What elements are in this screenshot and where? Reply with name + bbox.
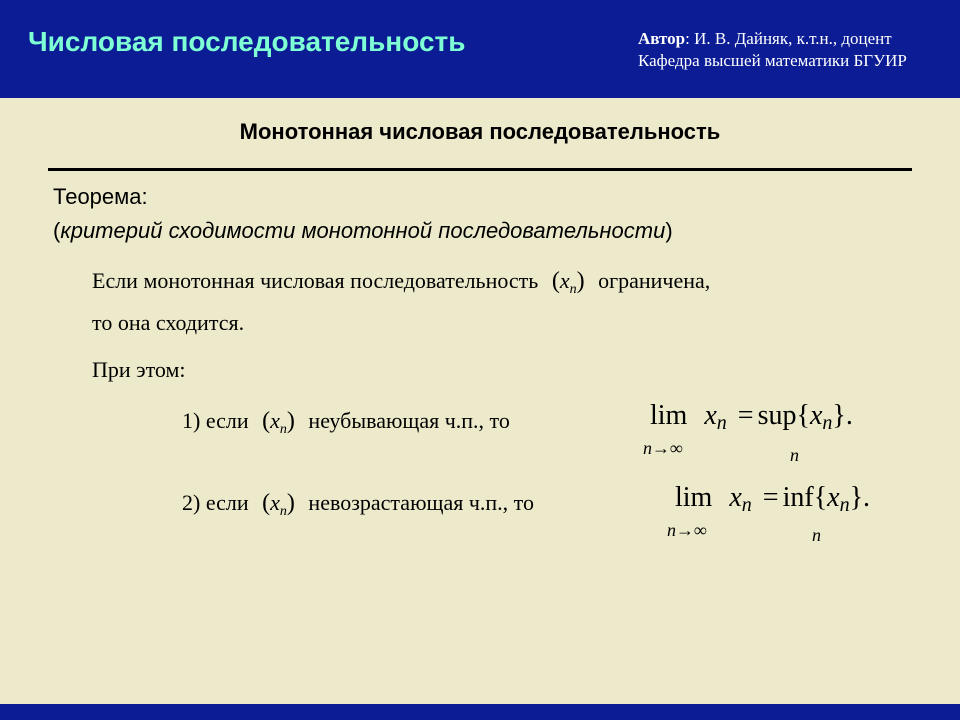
department-line: Кафедра высшей математики БГУИР	[638, 51, 907, 70]
sup-operator: sup	[757, 400, 797, 431]
theorem-label: Теорема:	[53, 184, 148, 209]
lim-operator: lim	[650, 400, 688, 431]
author-info	[638, 28, 907, 72]
case1-prefix: 1) если	[182, 408, 249, 433]
lim-operator: lim	[675, 482, 713, 513]
statement-text-before: Если монотонная числовая последовательность	[92, 268, 539, 293]
statement-text-after: ограничена,	[598, 268, 711, 293]
inf-operator: inf	[782, 482, 814, 513]
lim-subscript: n→∞	[667, 520, 707, 540]
case1-suffix: неубывающая ч.п., то	[308, 408, 510, 433]
author-label: Автор	[638, 29, 686, 48]
equals-sign: =	[762, 482, 779, 513]
case1-text	[182, 408, 510, 435]
theorem-subtitle	[53, 218, 673, 244]
statement-line-2: то она сходится.	[92, 310, 245, 335]
sequence-symbol: $(x_n)$	[551, 268, 585, 297]
case2-formula: lim xn = inf{xn}.	[675, 482, 871, 516]
case2-text	[182, 490, 534, 517]
paren-open: (	[53, 218, 61, 243]
equals-sign: =	[737, 400, 754, 431]
lim-subscript: n→∞	[643, 438, 683, 458]
divider-line	[48, 168, 912, 171]
case2-suffix: невозрастающая ч.п., то	[308, 490, 534, 515]
author-line	[638, 28, 907, 50]
sequence-symbol: $(x_n)$	[262, 490, 295, 519]
section-title: Монотонная числовая последовательность	[239, 119, 721, 144]
sup-subscript: n	[790, 445, 799, 465]
header-bar	[0, 0, 960, 98]
case2-prefix: 2) если	[182, 490, 249, 515]
footer-bar	[0, 704, 960, 720]
inf-subscript: n	[812, 525, 821, 545]
page-title: Числовая последовательность	[28, 26, 466, 57]
statement-line-3: При этом:	[92, 357, 186, 382]
statement-line-1	[92, 268, 710, 295]
x-symbol: x	[729, 482, 742, 513]
paren-close: )	[665, 218, 673, 243]
theorem-subtitle-text: критерий сходимости монотонной последовательности	[60, 218, 666, 243]
case1-formula: lim xn = sup{xn}.	[650, 400, 853, 434]
x-symbol: x	[704, 400, 717, 431]
author-text: : И. В. Дайняк, к.т.н., доцент	[685, 29, 892, 48]
sequence-symbol: $(x_n)$	[262, 408, 295, 437]
